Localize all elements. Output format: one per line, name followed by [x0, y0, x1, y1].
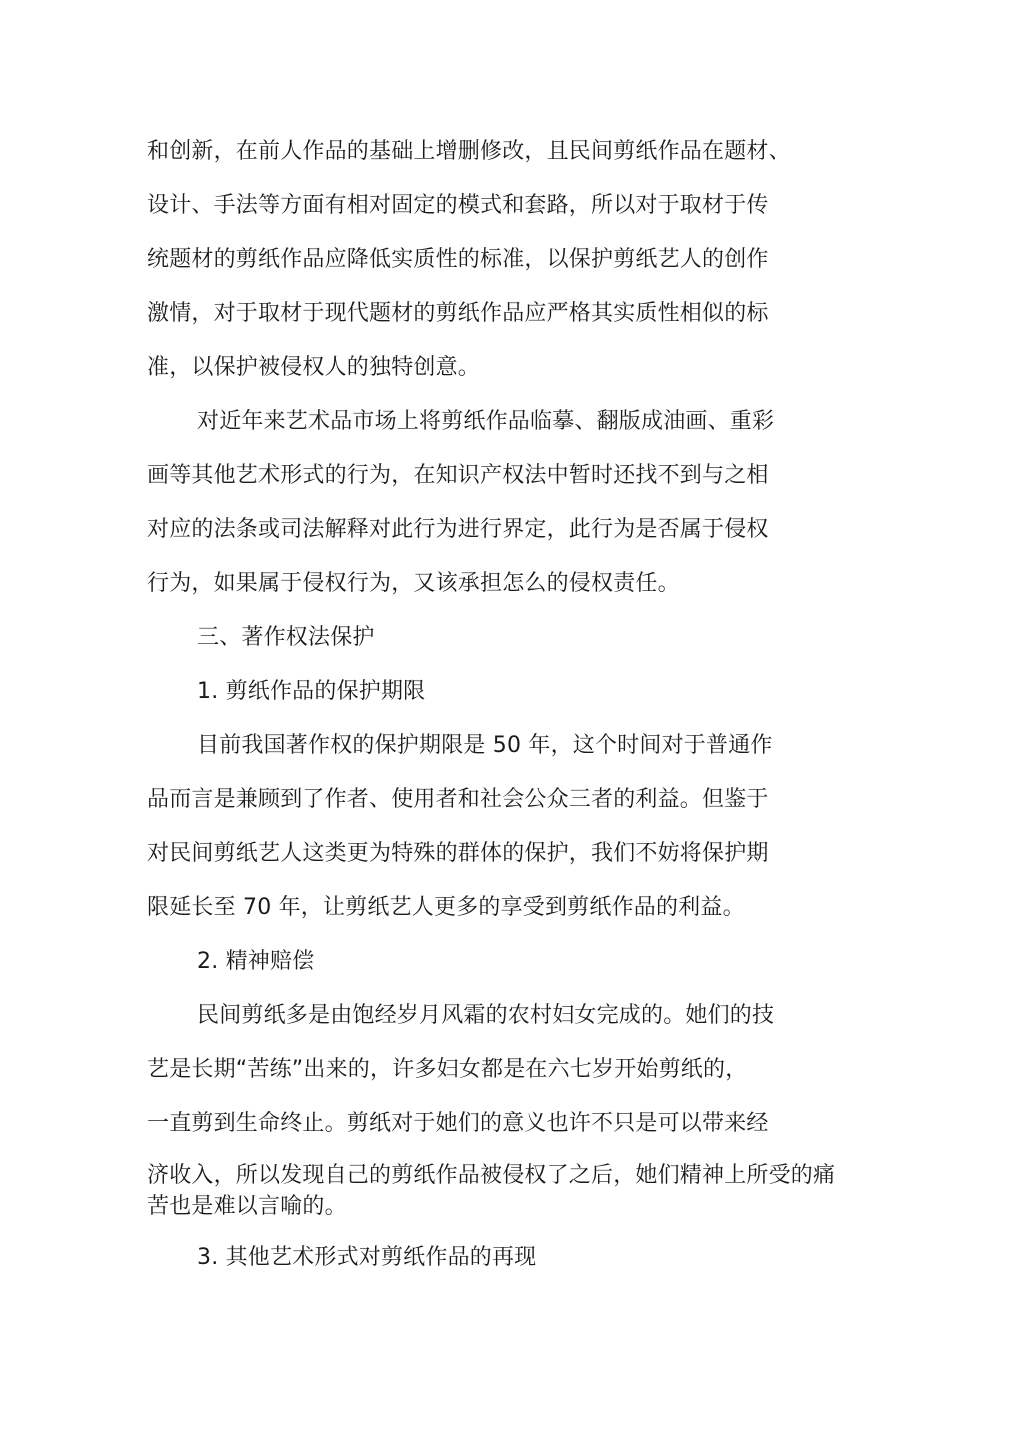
section-heading: 三、著作权法保护	[197, 625, 375, 650]
text-line: 准，以保护被侵权人的独特创意。	[147, 355, 481, 380]
text-line: 艺是长期“苦练”出来的，许多妇女都是在六七岁开始剪纸的，	[147, 1057, 748, 1082]
paragraph-first-line: 对近年来艺术品市场上将剪纸作品临摹、翻版成油画、重彩	[197, 409, 775, 434]
text-line: 画等其他艺术形式的行为，在知识产权法中暂时还找不到与之相	[147, 463, 769, 488]
text-line: 统题材的剪纸作品应降低实质性的标准，以保护剪纸艺人的创作	[147, 247, 769, 272]
paragraph-first-line: 民间剪纸多是由饱经岁月风霜的农村妇女完成的。她们的技	[197, 1003, 775, 1028]
paragraph-first-line: 目前我国著作权的保护期限是 50 年，这个时间对于普通作	[197, 733, 773, 758]
subsection-heading: 1. 剪纸作品的保护期限	[197, 679, 426, 704]
text-line: 设计、手法等方面有相对固定的模式和套路，所以对于取材于传	[147, 193, 769, 218]
text-line: 激情，对于取材于现代题材的剪纸作品应严格其实质性相似的标	[147, 301, 769, 326]
subsection-heading: 2. 精神赔偿	[197, 949, 315, 974]
text-line: 限延长至 70 年，让剪纸艺人更多的享受到剪纸作品的利益。	[147, 895, 745, 920]
text-line: 和创新，在前人作品的基础上增删修改，且民间剪纸作品在题材、	[147, 139, 791, 164]
text-line: 济收入，所以发现自己的剪纸作品被侵权了之后，她们精神上所受的痛	[147, 1163, 836, 1188]
text-line: 行为，如果属于侵权行为，又该承担怎么的侵权责任。	[147, 571, 680, 596]
text-line: 对民间剪纸艺人这类更为特殊的群体的保护，我们不妨将保护期	[147, 841, 769, 866]
text-line: 苦也是难以言喻的。	[147, 1194, 347, 1219]
text-line: 对应的法条或司法解释对此行为进行界定，此行为是否属于侵权	[147, 517, 769, 542]
subsection-heading: 3. 其他艺术形式对剪纸作品的再现	[197, 1245, 537, 1270]
text-line: 品而言是兼顾到了作者、使用者和社会公众三者的利益。但鉴于	[147, 787, 769, 812]
text-line: 一直剪到生命终止。剪纸对于她们的意义也许不只是可以带来经	[147, 1111, 769, 1136]
